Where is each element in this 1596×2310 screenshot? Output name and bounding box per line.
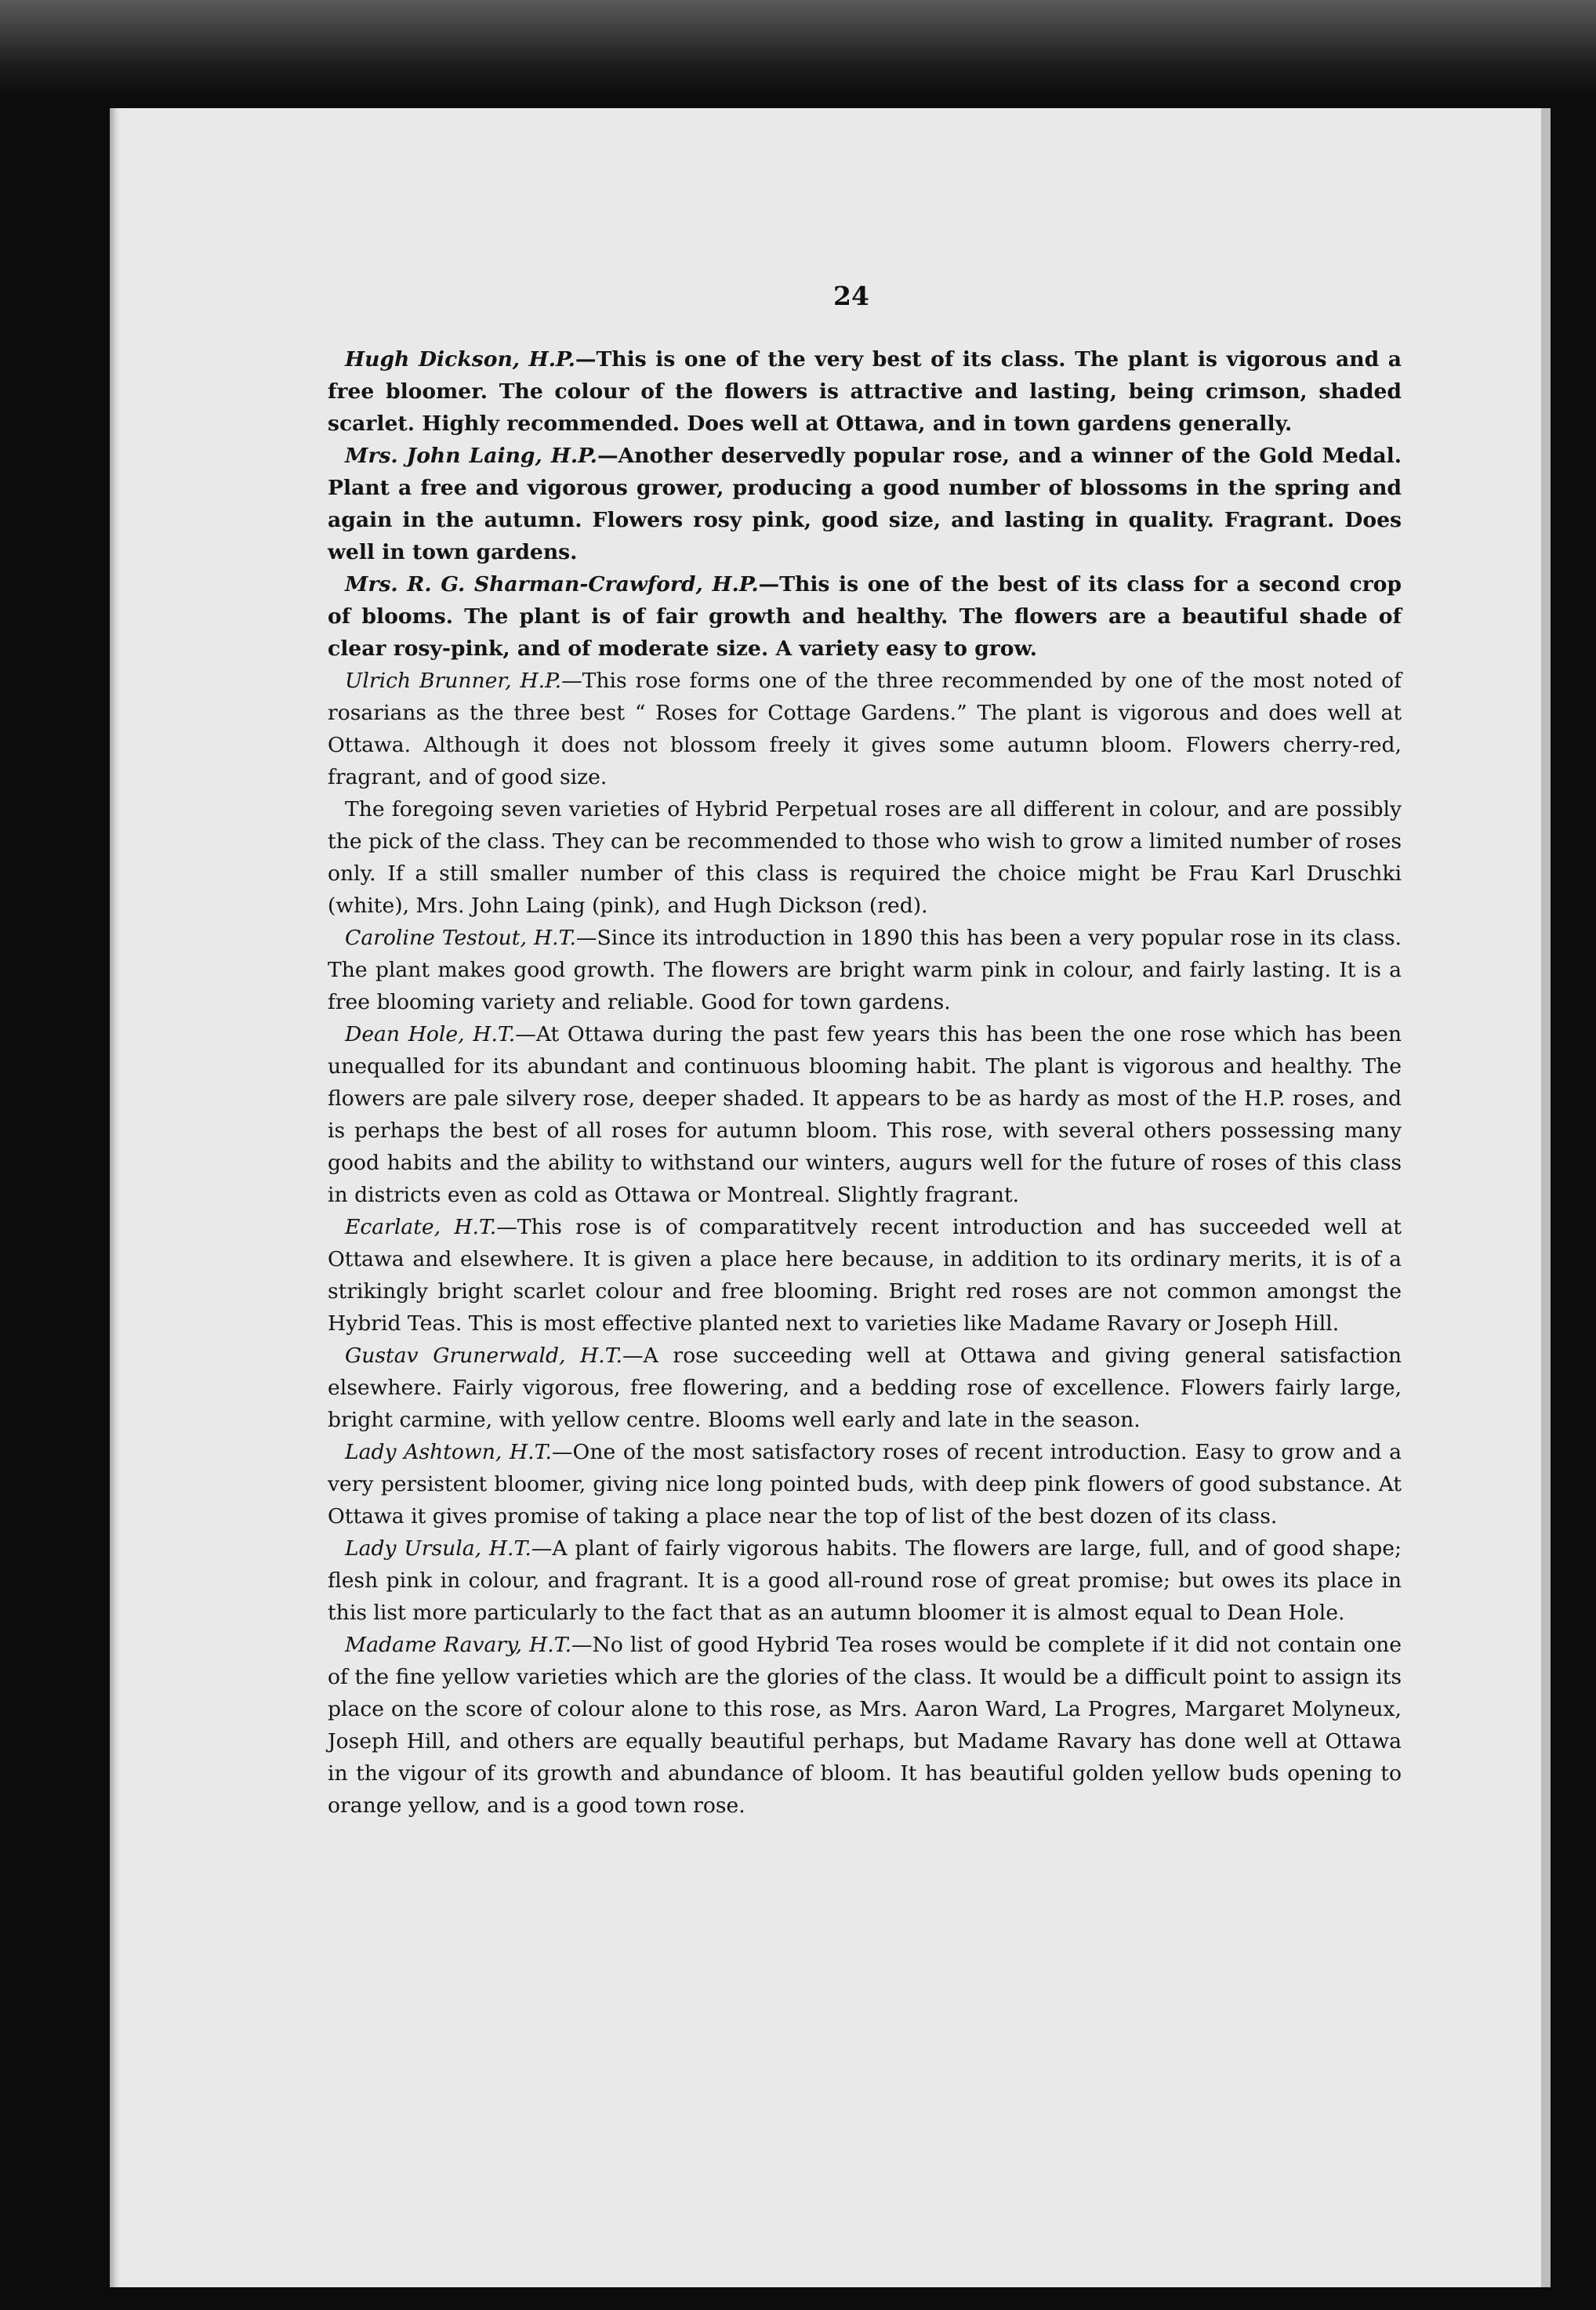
rose-description: —A plant of fairly vigorous habits. The flowers are large, full, and of good shape; flesh pink in colour, and fragrant. It is a good all-round rose of great promise; but owes its place in this list more particularly to the fact that as an autumn bloomer it is almost equal to Dean Hole. <box>328 1536 1402 1625</box>
rose-name: Dean Hole, H.T. <box>345 1022 516 1046</box>
hybrid-perpetual-section <box>328 343 1402 665</box>
rose-name: Ulrich Brunner, H.P. <box>345 669 562 693</box>
rose-description: —A rose succeeding well at Ottawa and giving general satisfaction elsewhere. Fairly vigorous, free flowering, and a bedding rose of excellence. Flowers fairly large, bright carmine, with yellow centre. Blooms well early and late in the season. <box>328 1344 1402 1432</box>
rose-name: Caroline Testout, H.T. <box>345 926 576 950</box>
rose-description: —This rose forms one of the three recommended by one of the most noted of rosarians as the three best “ Roses for Cottage Gardens.” The plant is vigorous and does well at Ottawa. Although it does not blossom freely it gives some autumn bloom. Flowers cherry-red, fragrant, and of good size. <box>328 669 1402 789</box>
rose-description: —One of the most satisfactory roses of recent introduction. Easy to grow and a very persistent bloomer, giving nice long pointed buds, with deep pink flowers of good substance. At Ottawa it gives promise of taking a place near the top of list of the best dozen of its class. <box>328 1440 1402 1529</box>
page-number: 24 <box>833 281 869 311</box>
rose-entry <box>328 1211 1402 1340</box>
rose-description: —At Ottawa during the past few years this has been the one rose which has been unequalled for its abundant and continuous blooming habit. The plant is vigorous and healthy. The flowers are pale silvery rose, deeper shaded. It appears to be as hardy as most of the H.P. roses, and is perhaps the best of all roses for autumn bloom. This rose, with several others possessing many good habits and the ability to withstand our winters, augurs well for the future of roses of this class in districts even as cold as Ottawa or Montreal. Slightly fragrant. <box>328 1022 1402 1207</box>
rose-description: —No list of good Hybrid Tea roses would be complete if it did not contain one of the fine yellow varieties which are the glories of the class. It would be a difficult point to assign its place on the score of colour alone to this rose, as Mrs. Aaron Ward, La Progres, Margaret Molyneux, Joseph Hill, and others are equally beautiful perhaps, but Madame Ravary has done well at Ottawa in the vigour of its growth and abundance of bloom. It has beautiful golden yellow buds opening to orange yellow, and is a good town rose. <box>328 1633 1402 1818</box>
rose-name: Mrs. R. G. Sharman-Crawford, H.P. <box>345 572 759 597</box>
rose-name: Gustav Grunerwald, H.T. <box>345 1344 622 1368</box>
rose-entry <box>328 922 1402 1018</box>
rose-entry <box>328 1629 1402 1822</box>
rose-name: Mrs. John Laing, H.P. <box>345 444 597 468</box>
rose-description: —This is one of the very best of its class. The plant is vigorous and a free bloomer. The colour of the flowers is attractive and lasting, being crimson, shaded scarlet. Highly recommended. Does well at Ottawa, and in town gardens generally. <box>328 347 1402 436</box>
rose-name: Lady Ashtown, H.T. <box>345 1440 552 1464</box>
rose-entry <box>328 1340 1402 1436</box>
body-text <box>328 343 1402 1822</box>
rose-name: Ecarlate, H.T. <box>345 1215 497 1239</box>
summary-text: The foregoing seven varieties of Hybrid Perpetual roses are all different in colour, and are possibly the pick of the class. They can be recommended to those who wish to grow a limited number of roses only. If a still smaller number of this class is required the choice might be Frau Karl Druschki (white), Mrs. John Laing (pink), and Hugh Dickson (red). <box>328 797 1402 918</box>
rose-entry <box>328 665 1402 793</box>
summary-paragraph <box>328 793 1402 922</box>
rose-description: —Since its introduction in 1890 this has been a very popular rose in its class. The plant makes good growth. The flowers are bright warm pink in colour, and fairly lasting. It is a free blooming variety and reliable. Good for town gardens. <box>328 926 1402 1014</box>
scan-top-shadow <box>0 0 1596 98</box>
page-edge-shadow <box>1541 108 1551 2287</box>
rose-entry <box>328 1436 1402 1532</box>
rose-description: —This rose is of comparatitvely recent introduction and has succeeded well at Ottawa and elsewhere. It is given a place here because, in addition to its ordinary merits, it is of a strikingly bright scarlet colour and free blooming. Bright red roses are not common amongst the Hybrid Teas. This is most effective planted next to varieties like Madame Ravary or Joseph Hill. <box>328 1215 1402 1336</box>
rose-description: —Another deservedly popular rose, and a winner of the Gold Medal. Plant a free and vigorous grower, producing a good number of blossoms in the spring and again in the autumn. Flowers rosy pink, good size, and lasting in quality. Fragrant. Does well in town gardens. <box>328 444 1402 564</box>
rose-entry <box>328 568 1402 665</box>
rose-entry <box>328 343 1402 440</box>
rose-description: —This is one of the best of its class for a second crop of blooms. The plant is of fair growth and healthy. The flowers are a beautiful shade of clear rosy-pink, and of moderate size. A variety easy to grow. <box>328 572 1402 661</box>
rose-name: Hugh Dickson, H.P. <box>345 347 575 372</box>
rose-entry <box>328 1532 1402 1629</box>
rose-name: Lady Ursula, H.T. <box>345 1536 531 1561</box>
rose-entry <box>328 440 1402 568</box>
rose-entry <box>328 1018 1402 1211</box>
rose-name: Madame Ravary, H.T. <box>345 1633 572 1657</box>
